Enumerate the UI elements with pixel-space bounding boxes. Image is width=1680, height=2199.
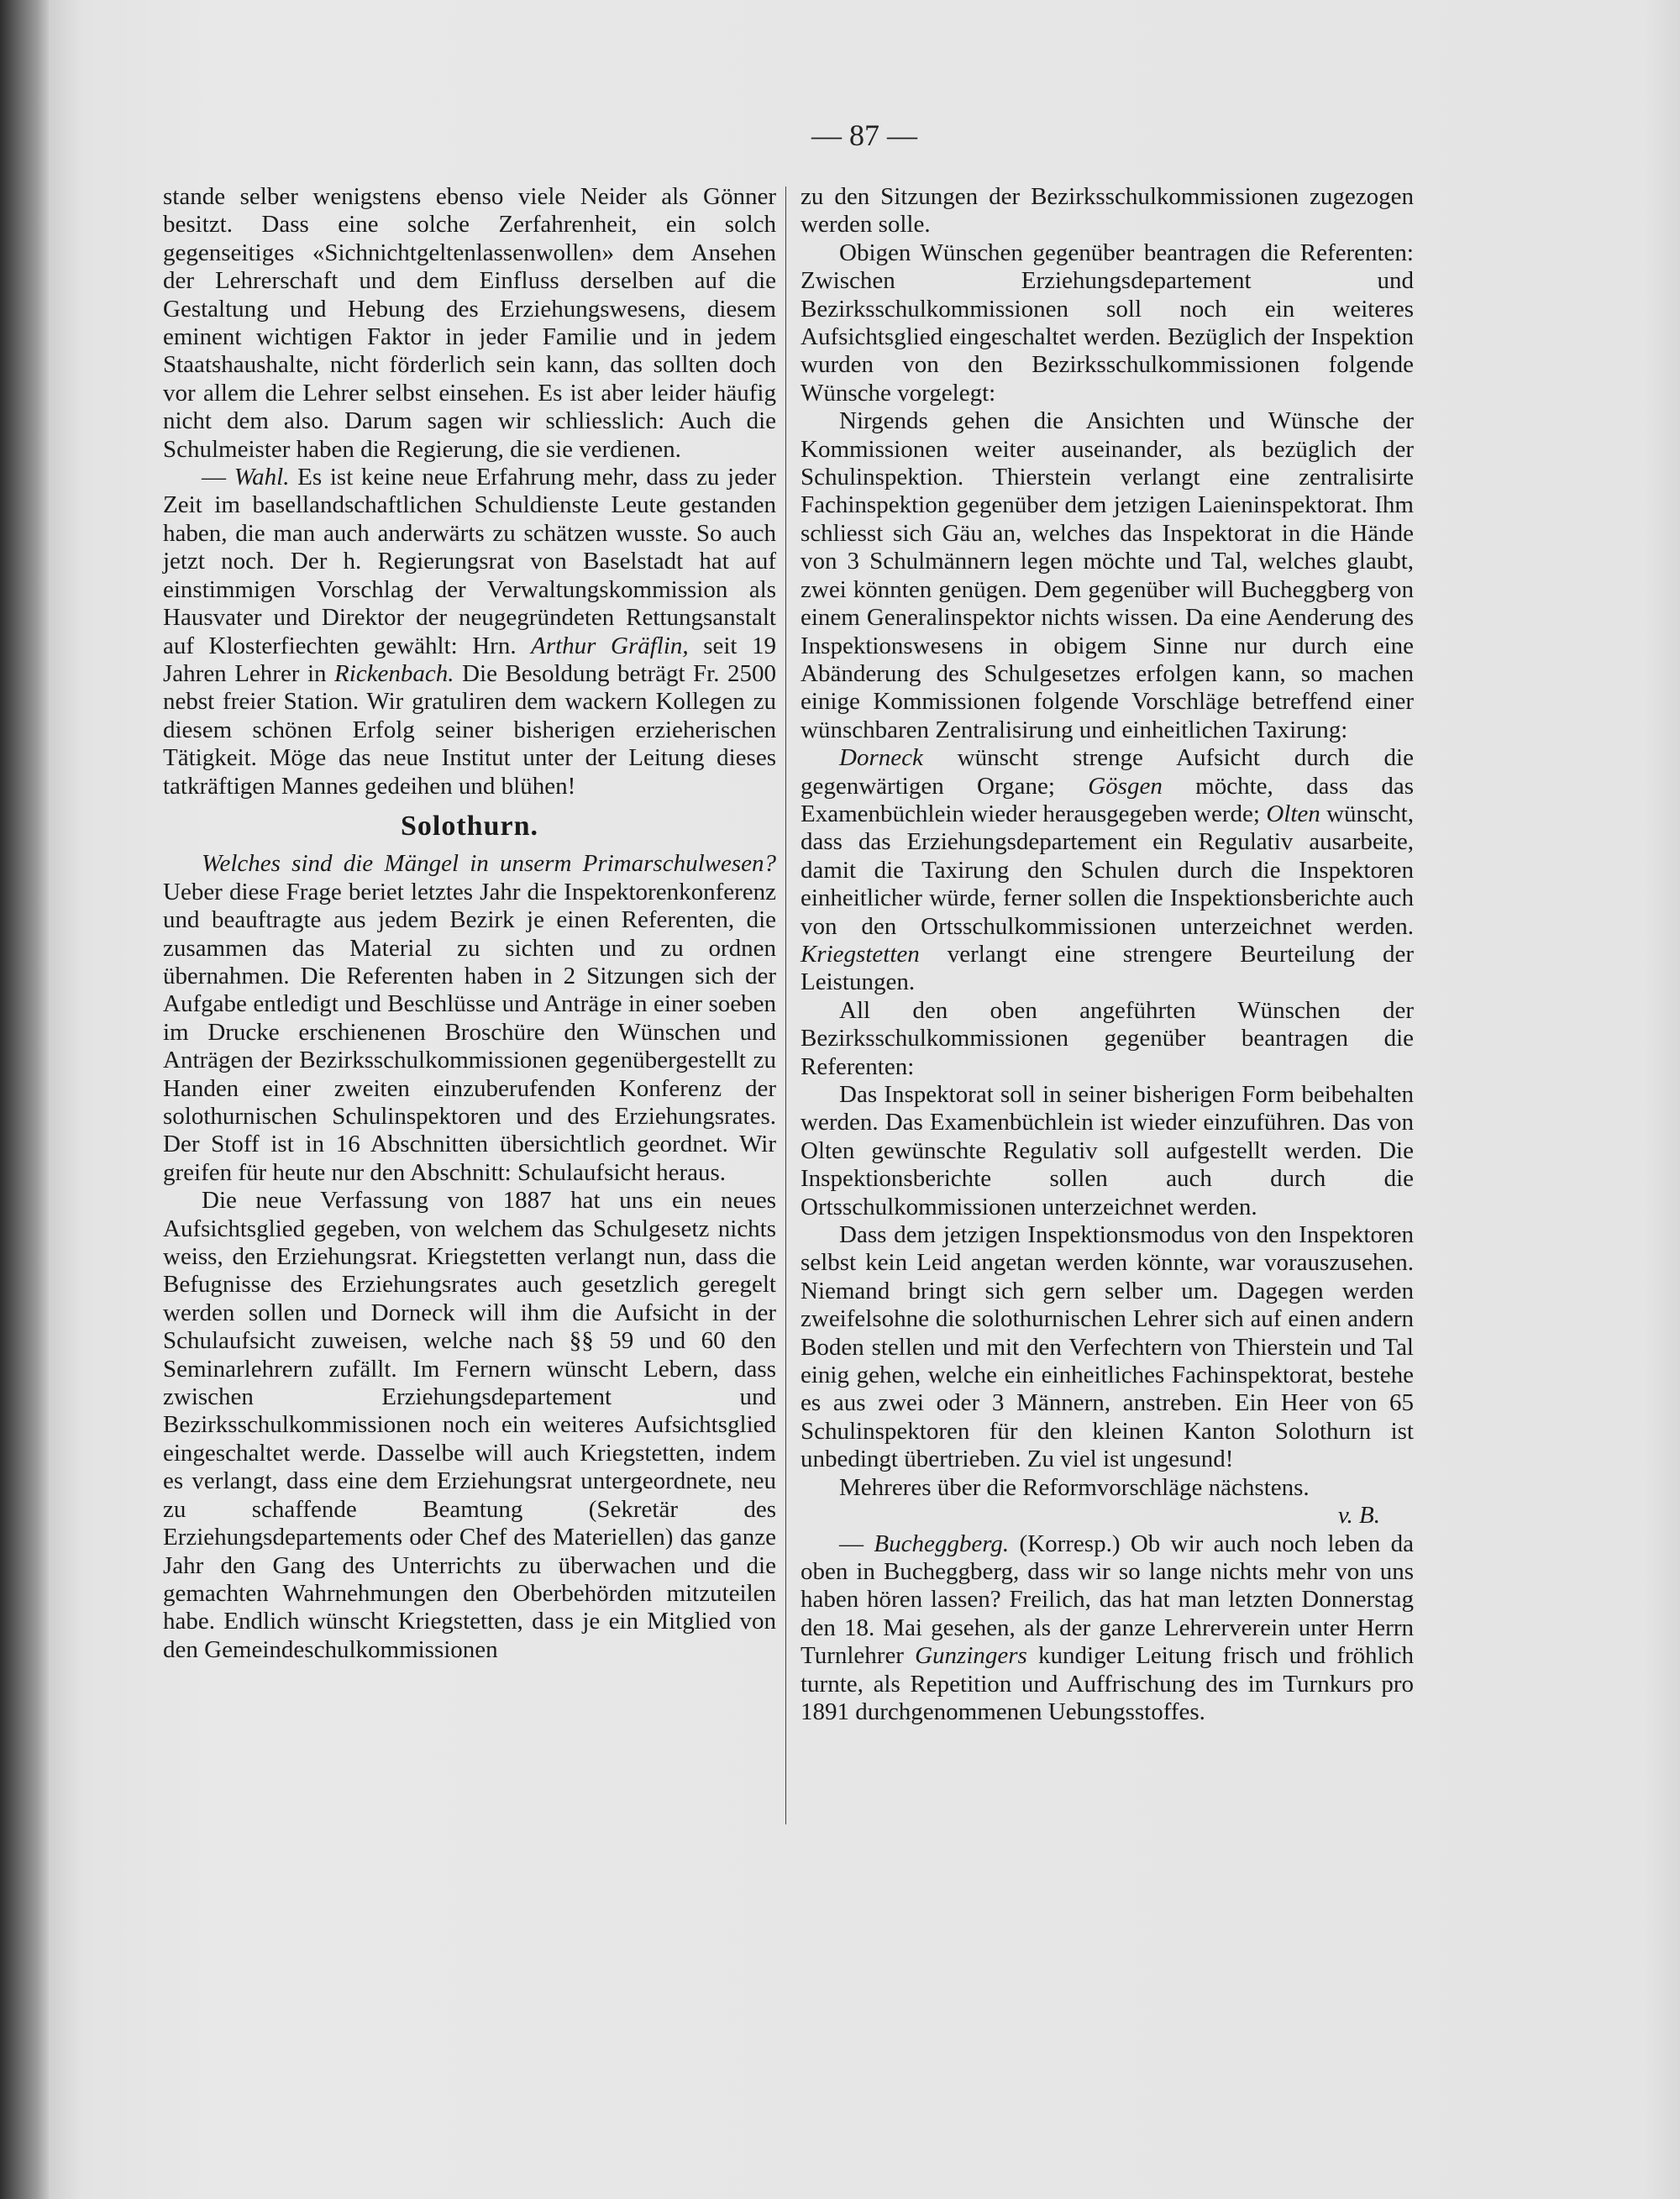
text-run: möchte, dass das Examenbüchlein wieder herausgegeben werde; xyxy=(801,772,1414,827)
paragraph: Das Inspektorat soll in seiner bisherigen Form beibehalten werden. Das Examenbüchlein ist wieder einzuführen. Das von Olten gewünschte Regulativ soll aufgestellt werden. Die Inspektionsberichte sollen auch durch die Ortsschulkommissionen unterzeichnet werden. xyxy=(801,1081,1414,1220)
paragraph-bucheggberg xyxy=(801,1530,1414,1727)
paragraph: Dass dem jetzigen Inspektionsmodus von den Inspektoren selbst kein Leid angetan werden könnte, war vorauszusehen. Niemand bringt sich gern selber um. Dagegen werden zweifelsohne die solothurnischen Lehrer sich auf einen andern Boden stellen und mit den Verfechtern von Thierstein und Tal einig gehen, welche ein einheitliches Fachinspektorat, bestehe es aus zwei oder 3 Männern, anstreben. Ein Heer von 65 Schulinspektoren für den kleinen Kanton Solothurn ist unbedingt übertrieben. Zu viel ist ungesund! xyxy=(801,1221,1414,1473)
paragraph-districts xyxy=(801,744,1414,997)
book-gutter xyxy=(0,0,49,2199)
section-heading: Solothurn. xyxy=(401,810,538,842)
person-name: Gunzingers xyxy=(915,1642,1027,1670)
place-name: Rickenbach. xyxy=(334,659,454,687)
section-title-wahl: Wahl. xyxy=(234,464,290,491)
person-name: Arthur Gräflin, xyxy=(531,632,689,659)
paragraph: All den oben angeführten Wünschen der Bezirksschulkommissionen gegenüber beantragen die Referenten: xyxy=(801,996,1414,1080)
paragraph: Nirgends gehen die Ansichten und Wünsche der Kommissionen weiter auseinander, als bezüglich der Schulinspektion. Thierstein verlangt eine zentralisirte Fachinspektion gegenüber dem jetzigen Laieninspektorat. Ihm schliesst sich Gäu an, welches das Inspektorat in die Hände von 3 Schulmännern legen möchte und Tal, welches glaubt, zwei könnten genügen. Dem gegenüber will Bucheggberg von einem Generalinspektor nichts wissen. Da eine Aenderung des Inspektionswesens in obigem Sinne nur durch eine Abänderung des Schulgesetzes erfolgen kann, so machen einige Kommissionen folgende Vorschläge betreffend einer wünschbaren Zentralisirung und einheitlichen Taxirung: xyxy=(801,407,1414,743)
paragraph: Obigen Wünschen gegenüber beantragen die Referenten: Zwischen Erziehungsdepartement und Bezirksschulkommissionen soll noch ein weiteres Aufsichtsglied eingeschaltet werden. Bezüglich der Inspektion wurden von den Bezirksschulkommissionen folgende Wünsche vorgelegt: xyxy=(801,239,1414,407)
paragraph-wahl xyxy=(163,464,776,800)
text-run: (Korresp.) Ob wir auch noch leben da oben in Bucheggberg, dass wir so lange nichts mehr von uns haben hören lassen? Freilich, das hat man letzten Donnerstag den 18. Mai gesehen, als der ganze Lehrerverein unter Herrn Turnlehrer xyxy=(801,1530,1414,1670)
dash: — xyxy=(839,1530,874,1557)
district-name: Kriegstetten xyxy=(801,940,920,968)
text-run: wünscht, dass das Erziehungsdepartement ein Regulativ ausarbeite, damit die Taxirung den Schulen durch die Inspektoren einheitlicher würde, ferner sollen die Inspektionsberichte auch von den Ortsschulkommissionen unterzeichnet werden. xyxy=(801,800,1414,940)
text-run: seit 19 Jahren Lehrer in xyxy=(163,632,776,687)
district-name: Gösgen xyxy=(1088,772,1163,800)
left-column xyxy=(163,183,776,1664)
text-run: verlangt eine strengere Beurteilung der Leistungen. xyxy=(801,940,1414,996)
column-divider xyxy=(785,186,786,1824)
district-name: Olten xyxy=(1266,800,1320,827)
question-title: Welches sind die Mängel in unserm Primarschulwesen? xyxy=(202,850,776,878)
section-title-bucheggberg: Bucheggberg. xyxy=(874,1530,1010,1557)
signature: v. B. xyxy=(1337,1502,1380,1530)
paragraph-question xyxy=(163,850,776,1187)
right-column xyxy=(801,183,1414,1726)
page xyxy=(49,0,1680,2199)
dash: — xyxy=(202,464,234,491)
paragraph: Mehreres über die Reformvorschläge nächstens. xyxy=(839,1473,1310,1501)
text-run: Die Besoldung beträgt Fr. 2500 nebst freier Station. Wir gratuliren dem wackern Kollegen zu diesem schönen Erfolg seiner bisherigen erzieherischen Tätigkeit. Möge das neue Institut unter der Leitung dieses tatkräftigen Mannes gedeihen und blühen! xyxy=(163,659,776,800)
page-number: — 87 — xyxy=(811,118,917,152)
text-run: Ueber diese Frage beriet letztes Jahr die Inspektorenkonferenz und beauftragte aus jedem Bezirk je einen Referenten, die zusammen das Material zu sichten und zu ordnen übernahmen. Die Referenten haben in 2 Sitzungen sich der Aufgabe entledigt und Beschlüsse und Anträge in einer soeben im Drucke erschienenen Broschüre den Wünschen und Anträgen der Bezirksschulkommissionen gegenübergestellt zu Handen einer zweiten einzuberufenden Konferenz der solothurnischen Schulinspektoren und des Erziehungsrates. Der Stoff ist in 16 Abschnitten übersichtlich geordnet. Wir greifen für heute nur den Abschnitt: Schulaufsicht heraus. xyxy=(163,878,776,1186)
paragraph: stande selber wenigstens ebenso viele Neider als Gönner besitzt. Dass eine solche Zerfahrenheit, ein solch gegenseitiges «Sichnichtgeltenlassenwollen» dem Ansehen der Lehrerschaft und dem Einfluss derselben auf die Gestaltung und Hebung des Erziehungswesens, diesem eminent wichtigen Faktor in jeder Familie und in jedem Staatshaushalte, nicht förderlich sein kann, das sollten doch vor allem die Lehrer selbst einsehen. Es ist aber leider häufig nicht dem also. Darum sagen wir schliesslich: Auch die Schulmeister haben die Regierung, die sie verdienen. xyxy=(163,183,776,463)
paragraph: zu den Sitzungen der Bezirksschulkommissionen zugezogen werden solle. xyxy=(801,183,1414,239)
text-run: Es ist keine neue Erfahrung mehr, dass zu jeder Zeit im basellandschaftlichen Schuldienste Leute gestanden haben, die man auch anderwärts zu schätzen wusste. So auch jetzt noch. Der h. Regierungsrat von Baselstadt hat auf einstimmigen Vorschlag der Verwaltungskommission als Hausvater und Direktor der neugegründeten Rettungsanstalt auf Klosterfiechten gewählt: Hrn. xyxy=(163,464,777,659)
text-run: kundiger Leitung frisch und fröhlich turnte, als Repetition und Auffrischung des im Turnkurs pro 1891 durchgenommenen Uebungsstoffes. xyxy=(801,1642,1415,1725)
paragraph: Die neue Verfassung von 1887 hat uns ein neues Aufsichtsglied gegeben, von welchem das Schulgesetz nichts weiss, den Erziehungsrat. Kriegstetten verlangt nun, dass die Befugnisse des Erziehungsrates auch gesetzlich geregelt werden sollen und Dorneck will ihm die Aufsicht in der Schulaufsicht zuweisen, welche nach §§ 59 und 60 den Seminarlehrern zufällt. Im Fernern wünscht Lebern, dass zwischen Erziehungsdepartement und Bezirksschulkommissionen noch ein weiteres Aufsichtsglied eingeschaltet werde. Dasselbe will auch Kriegstetten, indem es verlangt, dass eine dem Erziehungsrat untergeordnete, neu zu schaffende Beamtung (Sekretär des Erziehungsdepartements oder Chef des Materiellen) das ganze Jahr den Gang des Unterrichts zu überwachen und die gemachten Wahrnehmungen den Oberbehörden mitzuteilen habe. Endlich wünscht Kriegstetten, dass je ein Mitglied von den Gemeindeschulkommissionen xyxy=(163,1187,776,1663)
text-run: wünscht strenge Aufsicht durch die gegenwärtigen Organe; xyxy=(801,744,1414,800)
district-name: Dorneck xyxy=(839,744,923,772)
